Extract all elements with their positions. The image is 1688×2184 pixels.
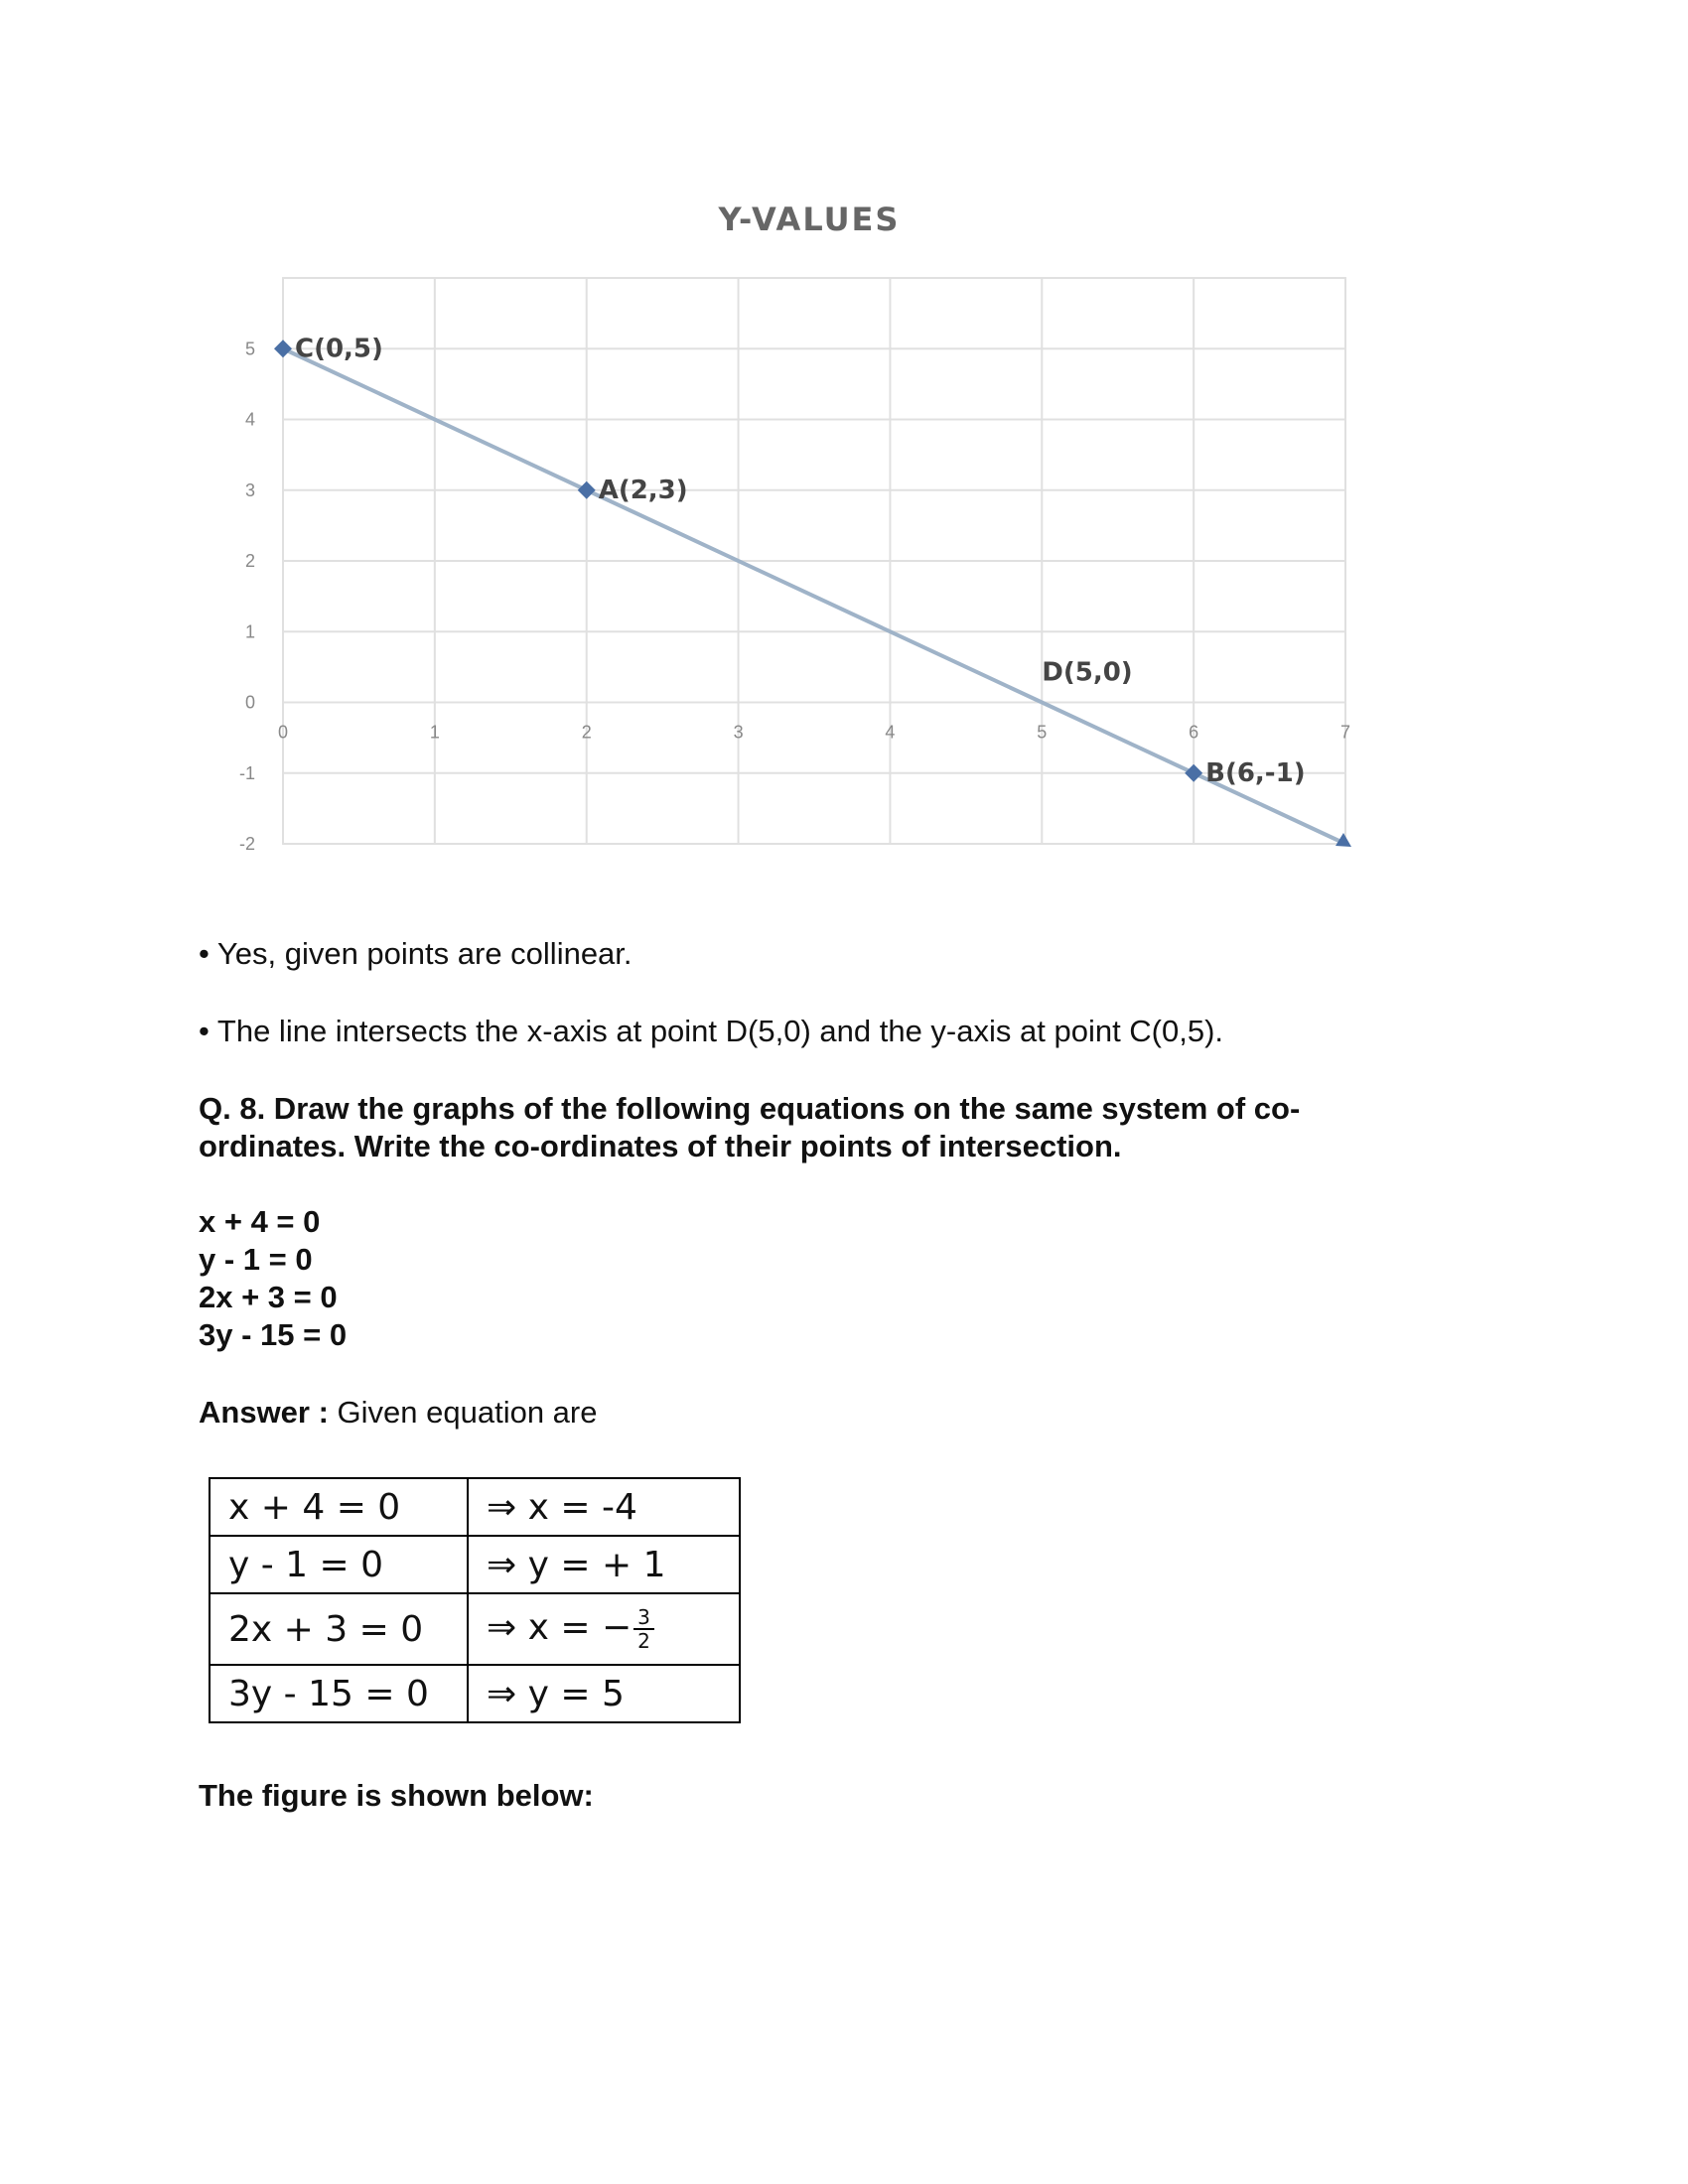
table-cell-result: [468, 1593, 740, 1665]
bullet-intersections: • The line intersects the x-axis at point D(5,0) and the y-axis at point C(0,5).: [199, 1014, 1224, 1048]
equation-1: x + 4 = 0: [199, 1204, 321, 1239]
answer-label: Answer :: [199, 1395, 329, 1430]
line-chart: [204, 189, 1395, 884]
chart-title: Y-VALUES: [718, 201, 901, 238]
question-8: [199, 1090, 1300, 1165]
x-tick-label: 0: [277, 722, 289, 743]
fraction-denominator: 2: [637, 1629, 650, 1653]
data-point-marker: [274, 340, 292, 357]
table-cell-result: ⇒ x = -4: [468, 1478, 740, 1536]
answer-line: [199, 1394, 598, 1432]
y-tick-label: 3: [244, 479, 255, 500]
y-tick-label: 0: [244, 692, 255, 713]
question-line-1: Q. 8. Draw the graphs of the following equations on the same system of co-: [199, 1091, 1301, 1126]
result-prefix: ⇒ x = −: [487, 1607, 633, 1648]
series-line: [283, 348, 1345, 844]
table-cell-equation: 2x + 3 = 0: [210, 1593, 468, 1665]
y-tick-label: 1: [244, 621, 255, 642]
data-point-marker: [578, 481, 596, 499]
data-point-label: D(5,0): [1042, 657, 1133, 688]
bullet-collinear: • Yes, given points are collinear.: [199, 936, 633, 971]
y-tick-label: 4: [244, 409, 255, 430]
data-point-marker: [1185, 764, 1202, 782]
equation-2: y - 1 = 0: [199, 1242, 313, 1277]
data-point-label: C(0,5): [295, 334, 383, 364]
question-line-2: ordinates. Write the co-ordinates of their points of intersection.: [199, 1129, 1122, 1163]
equation-table: [209, 1477, 741, 1723]
figure-caption: The figure is shown below:: [199, 1778, 594, 1813]
x-tick-label: 4: [885, 722, 896, 743]
table-cell-result: ⇒ y = + 1: [468, 1536, 740, 1593]
table-row: [210, 1536, 740, 1593]
table-cell-equation: y - 1 = 0: [210, 1536, 468, 1593]
y-tick-label: 2: [244, 551, 255, 571]
table-row: [210, 1593, 740, 1665]
x-tick-label: 6: [1189, 722, 1199, 743]
y-tick-label: -2: [238, 834, 255, 854]
table-row: [210, 1665, 740, 1722]
table-cell-equation: x + 4 = 0: [210, 1478, 468, 1536]
answer-text: Given equation are: [328, 1395, 598, 1430]
x-tick-label: 1: [429, 722, 440, 743]
y-tick-label: 5: [244, 339, 255, 359]
fraction-numerator: 3: [633, 1606, 654, 1630]
x-tick-label: 7: [1339, 722, 1351, 743]
data-point-label: B(6,-1): [1205, 757, 1306, 788]
equation-list: [199, 1203, 347, 1354]
equation-4: 3y - 15 = 0: [199, 1317, 348, 1352]
data-point-label: A(2,3): [598, 475, 688, 505]
equation-3: 2x + 3 = 0: [199, 1280, 338, 1314]
table-row: [210, 1478, 740, 1536]
y-tick-label: -1: [238, 762, 255, 783]
x-tick-label: 3: [733, 722, 744, 743]
x-tick-label: 5: [1037, 722, 1048, 743]
table-cell-equation: 3y - 15 = 0: [210, 1665, 468, 1722]
chart: [204, 189, 1395, 884]
x-tick-label: 2: [581, 722, 592, 743]
table-cell-result: ⇒ y = 5: [468, 1665, 740, 1722]
fraction: [633, 1606, 654, 1652]
